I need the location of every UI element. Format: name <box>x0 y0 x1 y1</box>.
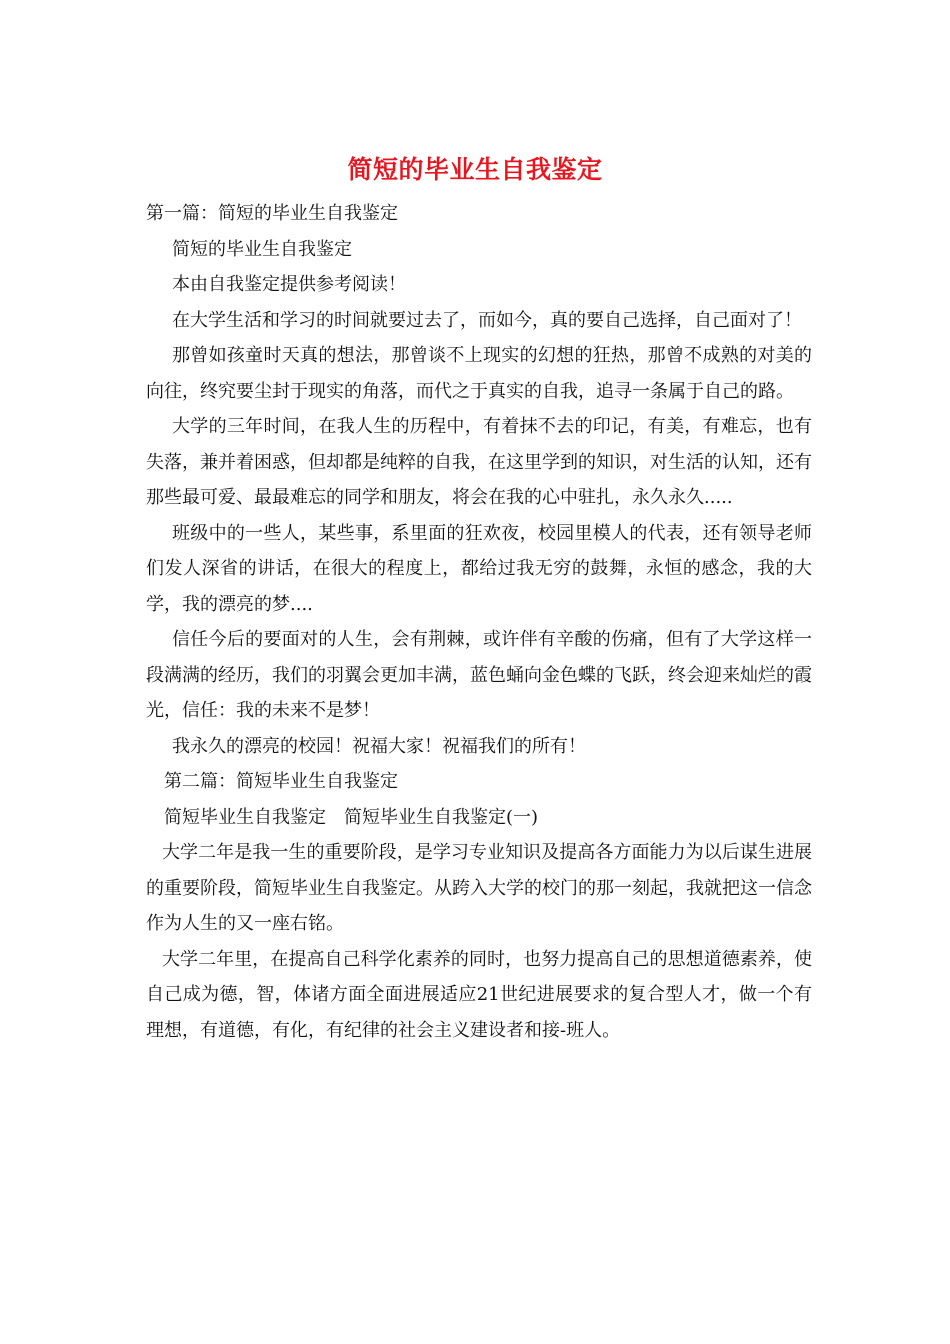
paragraph-10: 第二篇：简短毕业生自我鉴定 <box>164 771 398 792</box>
paragraph-6: 大学的三年时间，在我人生的历程中，有着抹不去的印记，有美，有难忘，也有失落，兼并着困惑，但却都是纯粹的自我，在这里学到的知识，对生活的认知，还有那些最可爱、最最难忘的同学和朋友，将会在我的心中驻扎，永久永久..... <box>146 416 812 508</box>
paragraph-9: 我永久的漂亮的校园！祝福大家！祝福我们的所有！ <box>172 735 586 757</box>
document-title: 简短的毕业生自我鉴定 <box>347 155 603 184</box>
paragraph-4: 在大学生活和学习的时间就要过去了，而如今，真的要自己选择，自己面对了！ <box>172 309 802 331</box>
paragraph-13: 大学二年里，在提高自己科学化素养的同时，也努力提高自己的思想道德素养，使自己成为德，智，体诸方面全面进展适应21世纪进展要求的复合型人才，做一个有理想，有道德，有化，有纪律的社会主义建设者和接-班人。 <box>146 948 812 1041</box>
paragraph-11: 简短毕业生自我鉴定 简短毕业生自我鉴定(一) <box>164 806 539 828</box>
document-body <box>146 196 812 1048</box>
paragraph-5: 那曾如孩童时天真的想法，那曾谈不上现实的幻想的狂热，那曾不成熟的对美的向往，终究要尘封于现实的角落，而代之于真实的自我，追寻一条属于自己的路。 <box>146 345 812 402</box>
paragraph-1: 第一篇：简短的毕业生自我鉴定 <box>146 203 398 224</box>
paragraph-3: 本由自我鉴定提供参考阅读！ <box>172 274 406 295</box>
paragraph-2: 简短的毕业生自我鉴定 <box>172 238 352 260</box>
paragraph-12: 大学二年是我一生的重要阶段，是学习专业知识及提高各方面能力为以后谋生进展的重要阶段，简短毕业生自我鉴定。从跨入大学的校门的那一刻起，我就把这一信念作为人生的又一座右铭。 <box>146 842 812 934</box>
paragraph-8: 信任今后的要面对的人生，会有荆棘，或许伴有辛酸的伤痛，但有了大学这样一段满满的经历，我们的羽翼会更加丰满，蓝色蛹向金色蝶的飞跃，终会迎来灿烂的霞光，信任：我的未来不是梦！ <box>146 629 812 721</box>
paragraph-7: 班级中的一些人，某些事，系里面的狂欢夜，校园里模人的代表，还有领导老师们发人深省的讲话，在很大的程度上，都给过我无穷的鼓舞，永恒的感念，我的大学，我的漂亮的梦.... <box>146 522 812 615</box>
